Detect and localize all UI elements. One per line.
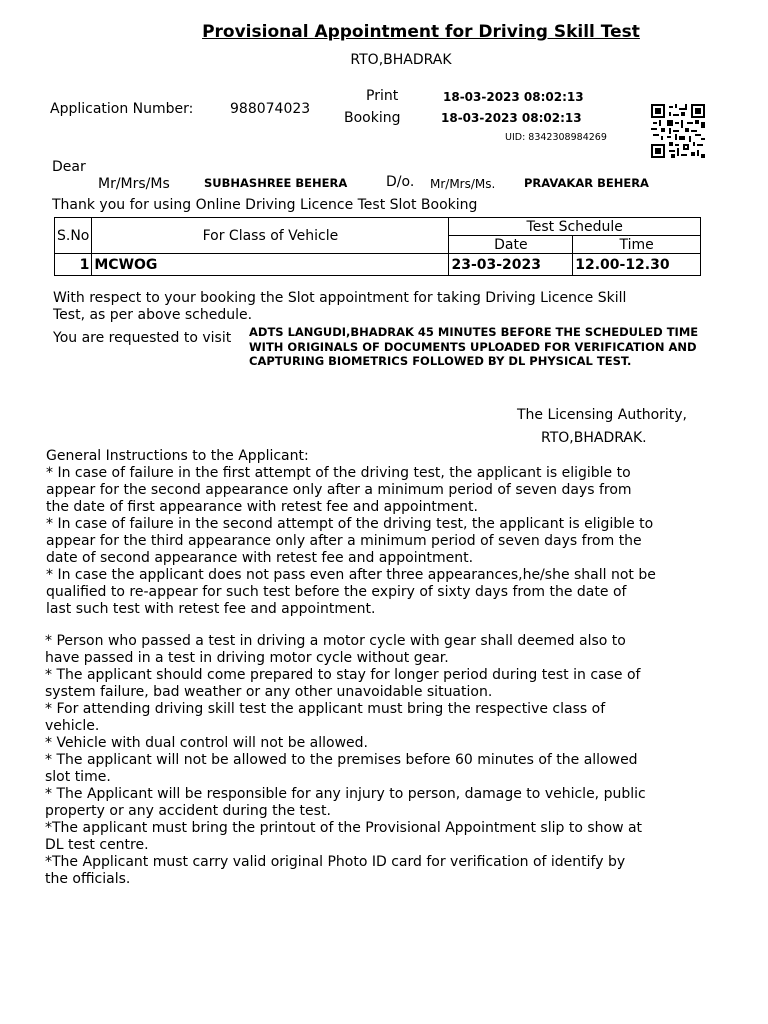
booking-datetime: 18-03-2023 08:02:13 [441, 111, 582, 125]
row-sno: 1 [55, 254, 92, 276]
thank-you-text: Thank you for using Online Driving Licence Test Slot Booking [52, 197, 478, 213]
class-header: For Class of Vehicle [92, 218, 449, 254]
dear-label: Dear [52, 159, 86, 175]
visit-label: You are requested to visit [53, 330, 232, 346]
licensing-authority: The Licensing Authority, [517, 407, 688, 423]
qr-code-icon [651, 104, 705, 158]
uid-text: UID: 8342308984269 [505, 132, 607, 143]
print-label: Print [366, 88, 399, 104]
applicant-name: SUBHASHREE BEHERA [204, 176, 348, 190]
application-number-label: Application Number: [50, 101, 194, 117]
office-name: RTO,BHADRAK [350, 52, 452, 68]
time-header: Time [573, 236, 701, 254]
page-title: Provisional Appointment for Driving Skill Test [202, 22, 640, 42]
application-number: 988074023 [230, 101, 311, 117]
test-schedule-header: Test Schedule [449, 218, 701, 236]
visit-details: ADTS LANGUDI,BHADRAK 45 MINUTES BEFORE THE SCHEDULED TIME WITH ORIGINALS OF DOCUMENTS UPLOADED FOR VERIFICATION AND CAPTURING BIOMETRICS FOLLOWED BY DL PHYSICAL TEST. [249, 325, 699, 368]
row-time: 12.00-12.30 [573, 254, 701, 276]
salutation: Mr/Mrs/Ms [98, 176, 170, 192]
table-row [55, 254, 701, 276]
test-schedule-table [54, 217, 701, 276]
row-date: 23-03-2023 [449, 254, 573, 276]
date-header: Date [449, 236, 573, 254]
row-vehicle-class: MCWOG [92, 254, 449, 276]
authority-office: RTO,BHADRAK. [541, 430, 647, 446]
sno-header: S.No [55, 218, 92, 254]
relation-label: D/o. [386, 174, 415, 190]
respect-text-line1: With respect to your booking the Slot appointment for taking Driving Licence Skill [53, 290, 627, 306]
print-datetime: 18-03-2023 08:02:13 [443, 90, 584, 104]
respect-text-line2: Test, as per above schedule. [53, 307, 253, 323]
table-header-row [55, 218, 701, 236]
additional-instructions: * Person who passed a test in driving a motor cycle with gear shall deemed also to have passed in a test in driving motor cycle without gear. * The applicant should come prepared to stay for longer period during test in case of system failure, bad weather or any other unavoidable situation. * For attending driving skill test the applicant must bring the respective class of vehicle. * Vehicle with dual control will not be allowed. * The applicant will not be allowed to the premises before 60 minutes of the allowed slot time. * The Applicant will be responsible for any injury to person, damage to vehicle, public property or any accident during the test. *The applicant must bring the printout of the Provisional Appointment slip to show at DL test centre. *The Applicant must carry valid original Photo ID card for verification of identify by the officials. [45, 633, 646, 887]
parent-name: PRAVAKAR BEHERA [524, 176, 649, 190]
general-instructions: General Instructions to the Applicant: * In case of failure in the first attempt of the driving test, the applicant is eligible to appear for the second appearance only after a minimum period of seven days from the date of first appearance with retest fee and appointment. * In case of failure in the second attempt of the driving test, the applicant is eligible to appear for the third appearance only after a minimum period of seven days from the date of second appearance with retest fee and appointment. * In case the applicant does not pass even after three appearances,he/she shall not be qualified to re-appear for such test before the expiry of sixty days from the date of last such test with retest fee and appointment. [46, 448, 656, 617]
parent-salutation: Mr/Mrs/Ms. [430, 177, 496, 191]
booking-label: Booking [344, 110, 401, 126]
